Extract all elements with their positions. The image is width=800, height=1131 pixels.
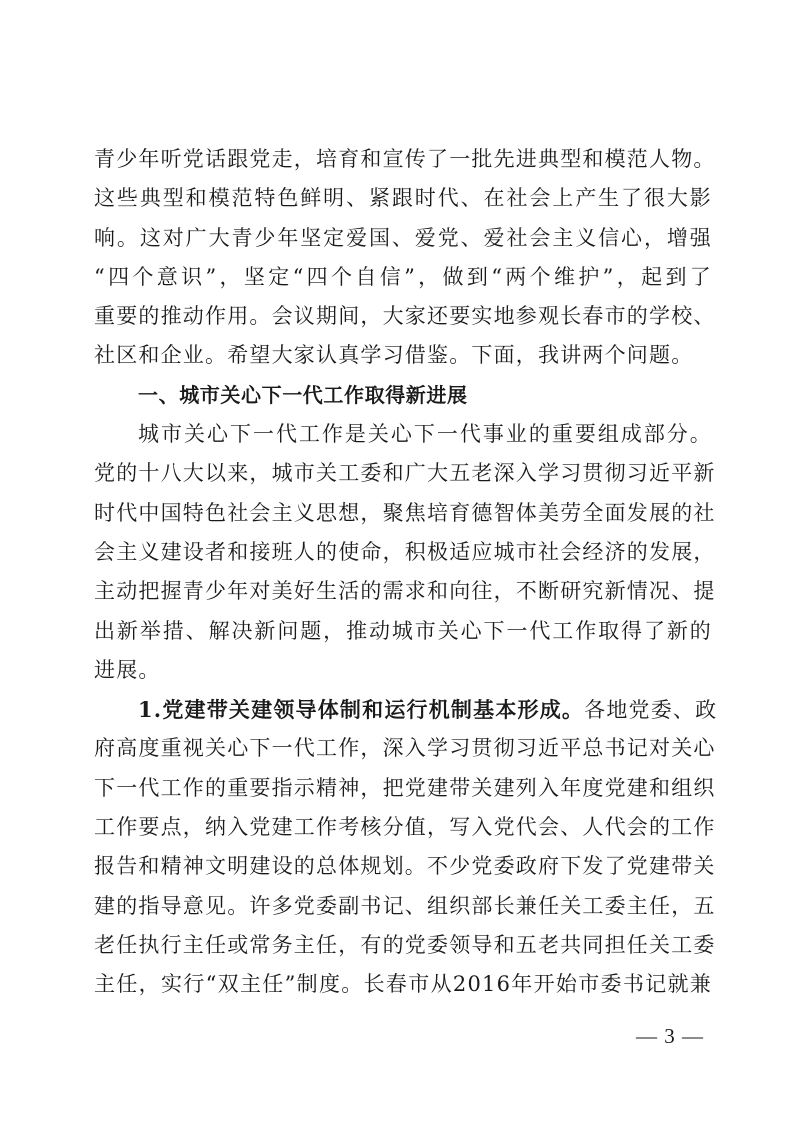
body-text: [94, 140, 718, 1005]
text-line: 下一代工作的重要指示精神，把党建带关建列入年度党建和组织: [94, 775, 716, 800]
text-line: 主任，实行“双主任”制度。长春市从2016年开始市委书记就兼: [94, 972, 712, 997]
text-line: 主动把握青少年对美好生活的需求和向往，不断研究新情况、提: [94, 579, 716, 604]
text-line: 党的十八大以来，城市关工委和广大五老深入学习贯彻习近平新: [94, 461, 716, 486]
text-line: 时代中国特色社会主义思想，聚焦培育德智体美劳全面发展的社: [94, 500, 716, 525]
text-line: 这些典型和模范特色鲜明、紧跟时代、在社会上产生了很大影: [94, 186, 712, 211]
text-line: 工作要点，纳入党建工作考核分值，写入党代会、人代会的工作: [94, 815, 716, 840]
text-line: “四个意识”，坚定“四个自信”，做到“两个维护”，起到了: [94, 264, 712, 289]
page-number: — 3 —: [636, 1024, 704, 1048]
text-line: 重要的推动作用。会议期间，大家还要实地参观长春市的学校、: [94, 304, 716, 329]
text-line: 社区和企业。希望大家认真学习借鉴。下面，我讲两个问题。: [94, 343, 694, 368]
text-line: 老任执行主任或常务主任，有的党委领导和五老共同担任关工委: [94, 932, 716, 957]
text-line: 府高度重视关心下一代工作，深入学习贯彻习近平总书记对关心: [94, 736, 716, 761]
text-line: 出新举措、解决新问题，推动城市关心下一代工作取得了新的: [94, 618, 712, 643]
text-line: 进展。: [94, 657, 161, 682]
text-line: 城市关心下一代工作是关心下一代事业的重要组成部分。: [138, 422, 712, 447]
text-line: 响。这对广大青少年坚定爱国、爱党、爱社会主义信心，增强: [94, 225, 712, 250]
text-line: [94, 690, 718, 729]
text-line: 会主义建设者和接班人的使命，积极适应城市社会经济的发展，: [94, 539, 716, 564]
subsection-lead: 1.党建带关建领导体制和运行机制基本形成。: [138, 697, 585, 723]
text-line: 报告和精神文明建设的总体规划。不少党委政府下发了党建带关: [94, 854, 716, 879]
subsection-text: 各地党委、政: [584, 698, 718, 723]
text-line: 青少年听党话跟党走，培育和宣传了一批先进典型和模范人物。: [94, 147, 716, 171]
text-line: 建的指导意见。许多党委副书记、组织部长兼任关工委主任，五: [94, 893, 716, 918]
section-heading: 一、城市关心下一代工作取得新进展: [138, 382, 468, 407]
